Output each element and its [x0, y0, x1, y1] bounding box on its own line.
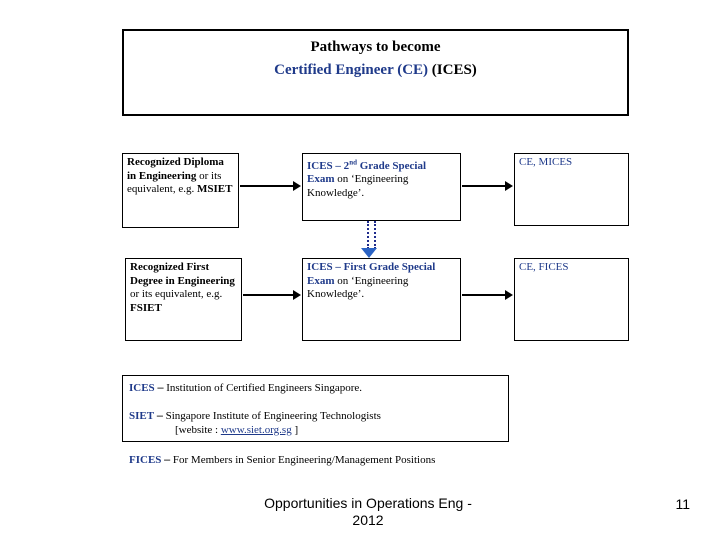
exam-text: on ‘Engineering Knowledge’.: [307, 173, 409, 199]
result-box-mices: CE, MICES: [514, 153, 629, 226]
qualification-title: Recognized First Degree in Engineering: [130, 261, 235, 287]
arrow-line: [462, 294, 506, 296]
exam-box-first-grade: [302, 258, 461, 341]
legend-dash: –: [157, 380, 164, 394]
qualification-box-diploma: [122, 153, 239, 228]
arrow-line: [243, 294, 294, 296]
legend-key: ICES: [129, 382, 155, 394]
title-highlight: Certified Engineer (CE): [274, 62, 429, 78]
title-line-2: [124, 62, 627, 79]
exam-title-suffix: Grade Special Exam: [307, 159, 427, 186]
exam-text: on ‘Engineering Knowledge’.: [307, 274, 409, 300]
arrow-line: [462, 185, 506, 187]
fices-dash: –: [164, 452, 171, 466]
arrow-head-icon: [505, 290, 513, 300]
title-line-1: Pathways to become: [310, 39, 441, 55]
exam-title: ICES – First Grade Special Exam: [307, 261, 436, 287]
title-box: [122, 29, 629, 116]
qualification-box-degree: [125, 258, 242, 341]
exam-title-superscript: nd: [349, 158, 357, 166]
fices-key: FICES: [129, 454, 162, 466]
legend-text: Singapore Institute of Engineering Technologists: [165, 410, 381, 422]
qualification-title: Recognized Diploma in Engineering: [127, 156, 224, 182]
exam-box-2nd-grade: [302, 153, 461, 221]
website-link[interactable]: www.siet.org.sg: [220, 424, 292, 436]
qualification-text: or its equivalent, e.g.: [127, 169, 222, 195]
arrow-head-icon: [505, 181, 513, 191]
legend-siet: [129, 408, 381, 423]
website-prefix: [website :: [175, 424, 219, 436]
footer-text: Opportunities in Operations Eng - 2012: [264, 495, 472, 528]
arrow-line: [240, 185, 294, 187]
title-rest: (ICES): [431, 62, 477, 78]
legend-box: [122, 375, 509, 442]
page-number: 11: [675, 496, 690, 512]
legend-ices: [129, 380, 362, 395]
qualification-member: FSIET: [130, 301, 162, 314]
arrow-head-icon: [293, 290, 301, 300]
legend-key: SIET: [129, 410, 155, 422]
arrow-down-icon: [361, 248, 377, 258]
fices-note: [129, 452, 435, 467]
legend-siet-website: [175, 424, 298, 436]
dotted-connector: [367, 221, 376, 249]
website-suffix: ]: [294, 424, 299, 436]
qualification-member: MSIET: [196, 183, 233, 195]
result-box-fices: CE, FICES: [514, 258, 629, 341]
legend-dash: –: [156, 408, 163, 422]
exam-title-prefix: ICES – 2: [307, 159, 350, 172]
legend-text: Institution of Certified Engineers Singapore.: [166, 382, 363, 394]
qualification-text: or its equivalent, e.g.: [130, 288, 223, 300]
fices-text: For Members in Senior Engineering/Management Positions: [172, 454, 436, 466]
arrow-head-icon: [293, 181, 301, 191]
